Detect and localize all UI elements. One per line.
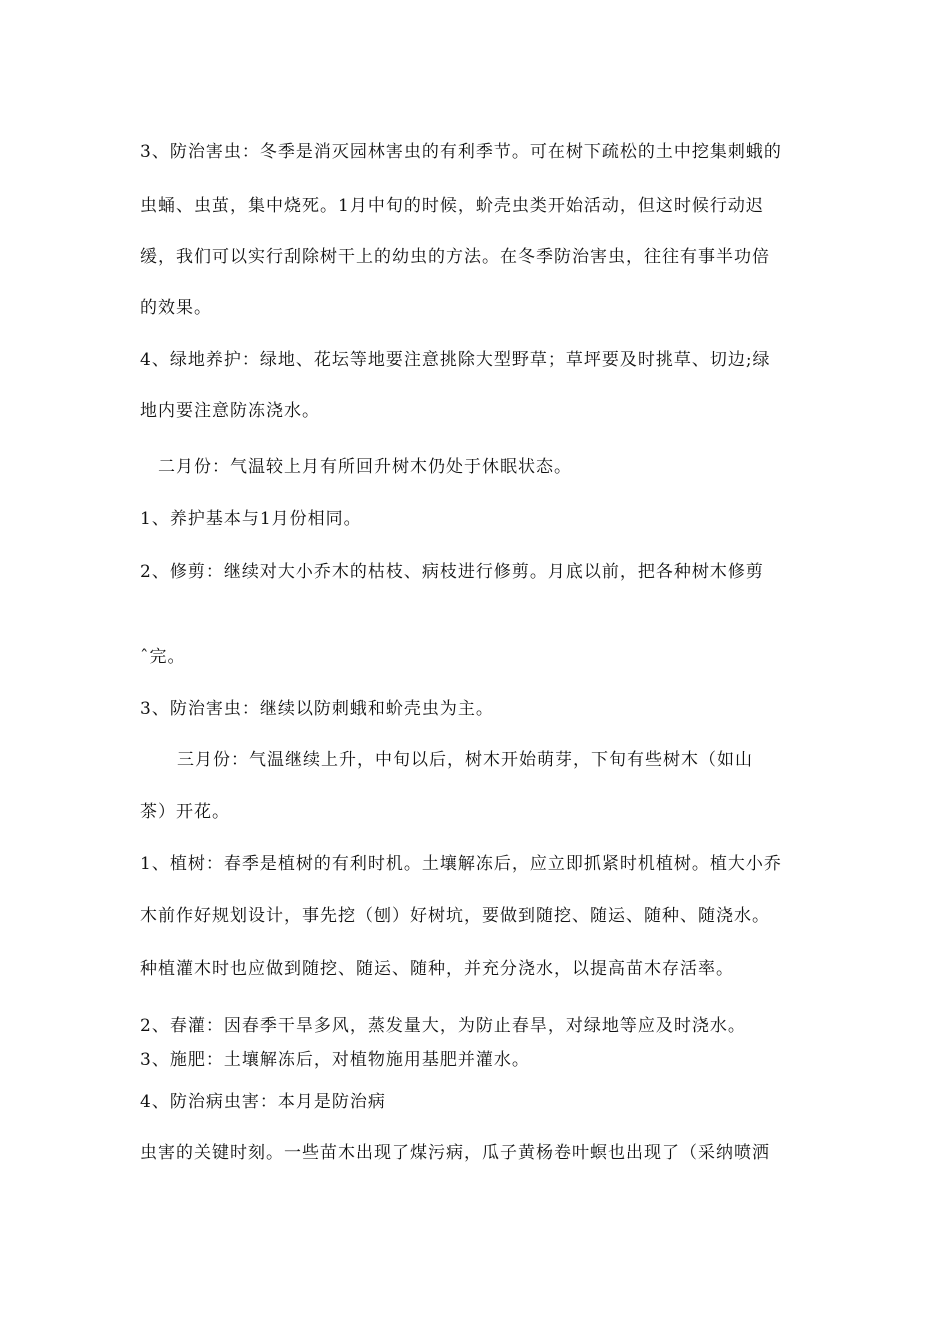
text-line: 1、植树：春季是植树的有利时机。土壤解冻后，应立即抓紧时机植树。植大小乔 [140, 854, 782, 874]
text-line: ˆ完。 [140, 647, 186, 667]
text-line: 缓，我们可以实行刮除树干上的幼虫的方法。在冬季防治害虫，往往有事半功倍 [140, 247, 770, 267]
text-line: 茶）开花。 [140, 802, 230, 822]
text-line: 2、春灌：因春季干旱多风，蒸发量大，为防止春旱，对绿地等应及时浇水。 [140, 1016, 746, 1036]
text-line: 木前作好规划设计，事先挖（刨）好树坑，要做到随挖、随运、随种、随浇水。 [140, 906, 770, 926]
text-line: 虫蛹、虫茧，集中烧死。1月中旬的时候，蚧壳虫类开始活动，但这时候行动迟 [140, 196, 764, 216]
text-line: 1、养护基本与1月份相同。 [140, 509, 362, 529]
text-line: 地内要注意防冻浇水。 [140, 401, 320, 421]
section-heading-february: 二月份：气温较上月有所回升树木仍处于休眠状态。 [158, 457, 572, 477]
text-line: 虫害的关键时刻。一些苗木出现了煤污病，瓜子黄杨卷叶螟也出现了（采纳喷洒 [140, 1143, 770, 1163]
text-line: 3、施肥：土壤解冻后，对植物施用基肥并灌水。 [140, 1050, 530, 1070]
text-line: 4、绿地养护：绿地、花坛等地要注意挑除大型野草；草坪要及时挑草、切边;绿 [140, 350, 771, 370]
text-line: 3、防治害虫：继续以防刺蛾和蚧壳虫为主。 [140, 699, 494, 719]
text-line: 3、防治害虫：冬季是消灭园林害虫的有利季节。可在树下疏松的土中挖集刺蛾的 [140, 142, 782, 162]
text-line: 的效果。 [140, 298, 212, 318]
section-heading-march: 三月份：气温继续上升，中旬以后，树木开始萌芽，下旬有些树木（如山 [177, 750, 753, 770]
text-line: 种植灌木时也应做到随挖、随运、随种，并充分浇水，以提高苗木存活率。 [140, 959, 734, 979]
text-line: 2、修剪：继续对大小乔木的枯枝、病枝进行修剪。月底以前，把各种树木修剪 [140, 562, 764, 582]
text-line: 4、防治病虫害：本月是防治病 [140, 1092, 386, 1112]
